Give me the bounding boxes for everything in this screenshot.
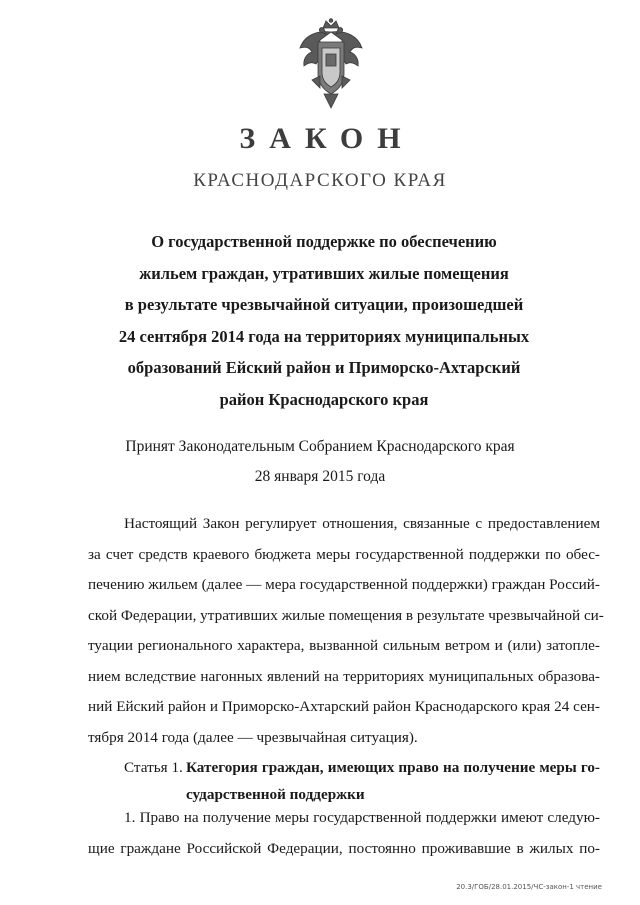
paragraph-line: Настоящий Закон регулирует отношения, связанные с предоставлением (124, 515, 600, 532)
document-title: ЗАКОН (239, 122, 415, 155)
paragraph-line: тября 2014 года (далее — чрезвычайная ситуация). (88, 728, 418, 746)
coat-of-arms-icon (296, 18, 366, 110)
paragraph-line: печению жильем (далее — мера государственной поддержки) граждан Россий- (88, 576, 600, 593)
law-heading (100, 226, 548, 415)
paragraph-line: ской Федерации, утративших жилые помещения в результате чрезвычайной си- (88, 606, 604, 624)
adoption-note (0, 432, 640, 492)
heading-line: образований Ейский район и Приморско-Ахтарский (127, 358, 521, 377)
paragraph-line: ний Ейский район и Приморско-Ахтарский район Краснодарского края 24 сен- (88, 698, 600, 715)
article-number: Статья 1. (124, 759, 183, 776)
article-title-line: сударственной поддержки (186, 786, 365, 803)
heading-line: район Краснодарского края (219, 389, 429, 409)
document-subtitle: КРАСНОДАРСКОГО КРАЯ (193, 170, 447, 191)
paragraph-line: нием вследствие нагонных явлений на территориях муниципальных образова- (88, 667, 600, 685)
document-footer-code: 20.3/ГОБ/28.01.2015/ЧС-закон-1 чтение (456, 883, 602, 891)
heading-line: 24 сентября 2014 года на территориях муниципальных (118, 326, 530, 346)
paragraph-line: 1. Право на получение меры государственной поддержки имеют следую- (124, 809, 600, 826)
paragraph-line: за счет средств краевого бюджета меры государственной поддержки по обес- (88, 545, 600, 563)
adoption-authority: Принят Законодательным Собранием Краснодарского края (125, 438, 515, 455)
preamble-paragraph (88, 509, 604, 753)
heading-line: О государственной поддержке по обеспечению (151, 232, 497, 251)
article-1-paragraph-1 (88, 803, 600, 864)
heading-line: в результате чрезвычайной ситуации, произошедшей (124, 295, 524, 314)
adoption-date: 28 января 2015 года (254, 468, 386, 485)
heading-line: жильем граждан, утративших жилые помещения (139, 263, 509, 283)
paragraph-line: туации регионального характера, вызванной сильным ветром и (или) затопле- (88, 637, 600, 654)
paragraph-line: щие граждане Российской Федерации, постоянно проживавшие в жилых по- (88, 839, 600, 857)
article-title-line: Категория граждан, имеющих право на получение меры го- (186, 759, 600, 776)
